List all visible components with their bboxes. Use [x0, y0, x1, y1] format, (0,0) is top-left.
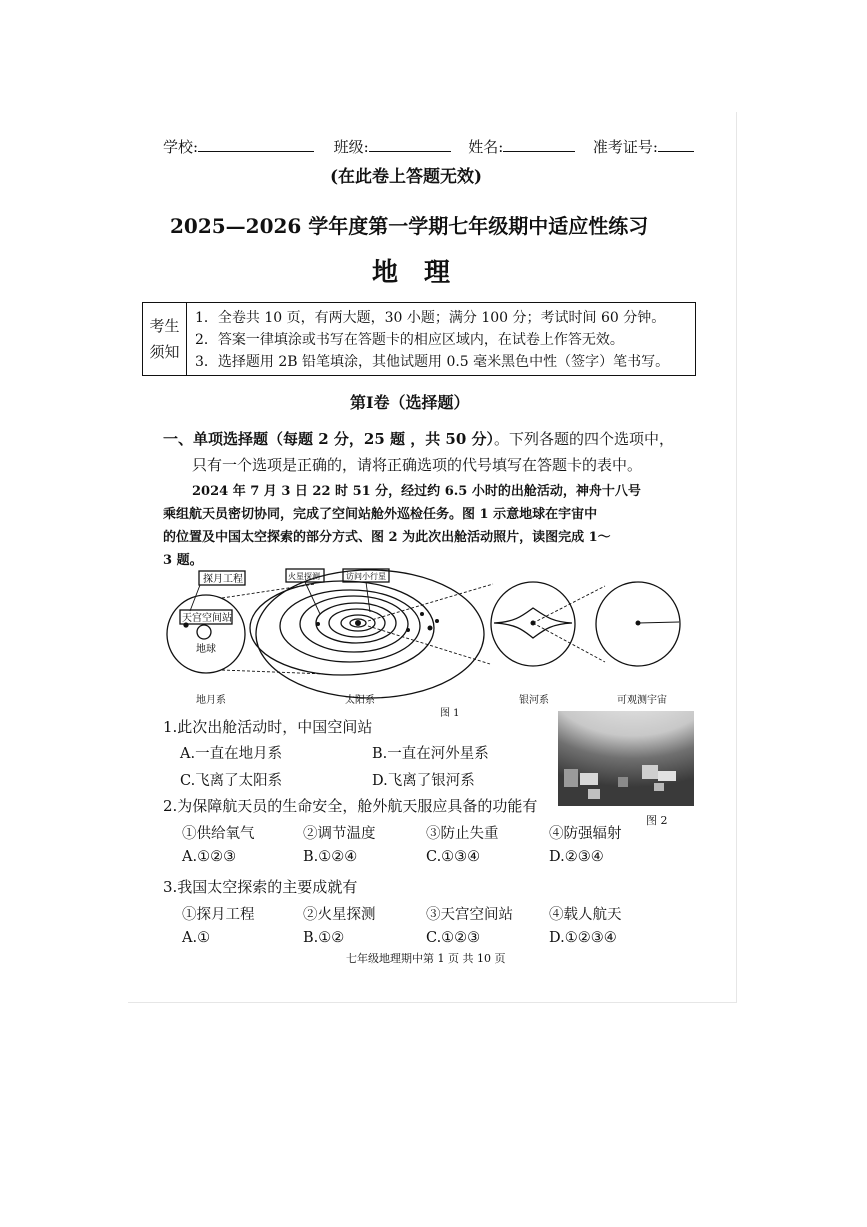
q3-option-b[interactable]: B.①②: [303, 930, 345, 946]
notice-label-line2: 须知: [149, 343, 180, 361]
q2-option-d[interactable]: D.②③④: [549, 849, 604, 865]
section-heading-bold: 一、单项选择题（每题 2 分，25 题 ，共 50 分）: [163, 430, 495, 448]
earth-label: 地球: [196, 644, 216, 655]
tiangong-label: 天宫空间站: [182, 613, 232, 624]
notice-item: 3．选择题用 2B 铅笔填涂，其他试题用 0.5 毫米黑色中性（签字）笔书写。: [195, 354, 670, 370]
figure-2-caption: 图 2: [646, 814, 668, 827]
q2-option-b[interactable]: B.①②④: [303, 849, 358, 865]
planet-dot: [435, 619, 439, 623]
q1-option-c[interactable]: C.飞离了太阳系: [180, 773, 283, 789]
section-heading: [163, 428, 674, 449]
question-2-stem: 2.为保障航天员的生命安全，舱外航天服应具备的功能有: [163, 797, 538, 815]
exam-id-blank: [658, 137, 694, 152]
planet-dot: [406, 628, 410, 632]
exam-id-label: 准考证号:: [592, 138, 658, 156]
volume-title: 第Ⅰ卷（选择题）: [350, 393, 470, 412]
sun-dot: [355, 620, 361, 626]
solar-orbit: [280, 590, 420, 662]
school-blank: [198, 137, 314, 152]
passage-line: 的位置及中国太空探索的部分方式、图 2 为此次出舱活动照片，读图完成 1～: [163, 530, 611, 545]
planet-dot: [420, 612, 424, 616]
question-1-stem: 1.此次出舱活动时，中国空间站: [163, 718, 373, 736]
notice-item: 2．答案一律填涂或书写在答题卡的相应区域内，在试卷上作答无效。: [195, 332, 624, 348]
section-heading-line2: 只有一个选项是正确的，请将正确选项的代号填写在答题卡的表中。: [192, 456, 643, 474]
name-blank: [503, 137, 575, 152]
school-label: 学校:: [163, 138, 199, 156]
earth-moon-circle: [167, 595, 245, 673]
moon-project-label: 探月工程: [203, 574, 243, 585]
planet-dot: [316, 622, 320, 626]
invalid-note: (在此卷上答题无效): [330, 167, 483, 187]
question-3-stem: 3.我国太空探索的主要成就有: [163, 878, 358, 896]
caption-galaxy: 银河系: [519, 695, 549, 706]
notice-label: [143, 303, 187, 375]
spacewalk-photo-image: [558, 711, 694, 806]
mars-label: 火星探测: [288, 572, 320, 581]
figure-1-caption: 图 1: [440, 708, 460, 719]
spacewalk-photo: [558, 711, 694, 806]
passage-line: 2024 年 7 月 3 日 22 时 51 分，经过约 6.5 小时的出舱活动，神舟十八号: [192, 484, 641, 499]
q2-item-4: ④防强辐射: [549, 826, 622, 842]
q3-item-3: ③天宫空间站: [426, 907, 513, 923]
caption-solar-system: 太阳系: [345, 695, 375, 706]
q2-item-2: ②调节温度: [303, 826, 376, 842]
section-heading-rest: 。下列各题的四个选项中，: [494, 430, 675, 448]
notice-item: 1．全卷共 10 页，有两大题，30 小题；满分 100 分；考试时间 60 分钟。: [195, 310, 666, 326]
solar-orbit: [250, 581, 434, 675]
passage-line: 乘组航天员密切协同，完成了空间站舱外巡检任务。图 1 示意地球在宇宙中: [163, 507, 598, 522]
planet-dot: [428, 626, 433, 631]
q3-option-c[interactable]: C.①②③: [426, 930, 481, 946]
notice-items: [195, 307, 669, 373]
q1-option-b[interactable]: B.一直在河外星系: [372, 746, 489, 762]
class-blank: [369, 137, 451, 152]
sun-position-dot: [531, 621, 536, 626]
name-label: 姓名:: [468, 138, 504, 156]
exam-paper: [128, 112, 737, 1003]
passage-line: 3 题。: [163, 553, 203, 568]
class-label: 班级:: [333, 138, 369, 156]
q3-option-d[interactable]: D.①②③④: [549, 930, 617, 946]
q3-item-2: ②火星探测: [303, 907, 376, 923]
q2-option-c[interactable]: C.①③④: [426, 849, 481, 865]
subject-title: 地 理: [372, 258, 451, 288]
q2-item-1: ①供给氧气: [182, 826, 255, 842]
q1-option-a[interactable]: A.一直在地月系: [180, 746, 283, 762]
notice-box: [142, 302, 696, 376]
caption-universe: 可观测宇宙: [617, 695, 667, 706]
q2-item-3: ③防止失重: [426, 826, 499, 842]
q2-option-a[interactable]: A.①②③: [182, 849, 237, 865]
q3-item-1: ①探月工程: [182, 907, 255, 923]
exam-title: 2025—2026 学年度第一学期七年级期中适应性练习: [170, 214, 649, 238]
student-info-row: [163, 136, 694, 157]
notice-label-line1: 考生: [149, 317, 180, 335]
page-footer: 七年级地理期中第 1 页 共 10 页: [346, 952, 506, 965]
caption-earth-moon: 地月系: [196, 695, 226, 706]
asteroid-label: 访问小行星: [346, 572, 386, 581]
q3-item-4: ④载人航天: [549, 907, 622, 923]
earth-circle: [197, 625, 211, 639]
q3-option-a[interactable]: A.①: [182, 930, 211, 946]
q1-option-d[interactable]: D.飞离了银河系: [372, 773, 475, 789]
galaxy-position-dot: [636, 621, 641, 626]
